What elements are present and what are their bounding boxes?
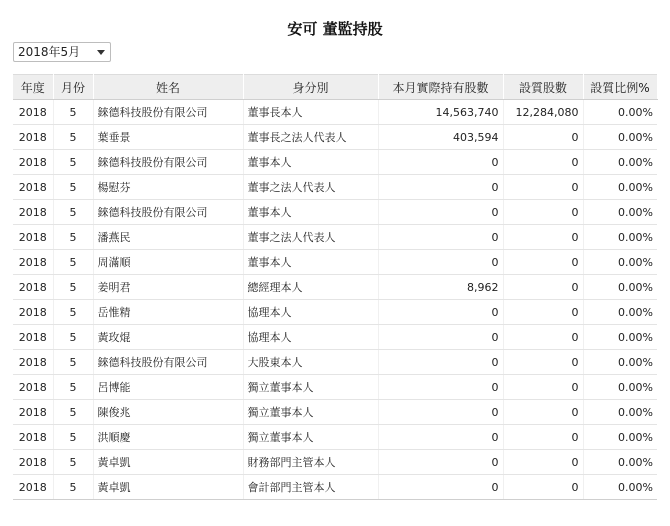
identity-cell: 總經理本人	[243, 275, 378, 300]
year-cell: 2018	[13, 475, 53, 500]
identity-cell: 董事本人	[243, 200, 378, 225]
name-cell: 錸德科技股份有限公司	[93, 200, 243, 225]
name-cell: 黃卓凱	[93, 475, 243, 500]
pledged-shares-cell: 0	[503, 225, 583, 250]
month-cell: 5	[53, 475, 93, 500]
year-cell: 2018	[13, 200, 53, 225]
shares-held-cell: 0	[378, 425, 503, 450]
pledged-shares-cell: 0	[503, 200, 583, 225]
name-cell: 潘燕民	[93, 225, 243, 250]
pledged-shares-cell: 0	[503, 350, 583, 375]
pledged-shares-cell: 0	[503, 150, 583, 175]
pledged-shares-cell: 0	[503, 275, 583, 300]
pledge-ratio-cell: 0.00%	[583, 225, 657, 250]
name-cell: 黃卓凱	[93, 450, 243, 475]
year-cell: 2018	[13, 275, 53, 300]
table-row	[13, 425, 657, 450]
year-cell: 2018	[13, 250, 53, 275]
period-select[interactable]	[13, 42, 111, 62]
pledge-ratio-cell: 0.00%	[583, 275, 657, 300]
month-cell: 5	[53, 250, 93, 275]
table-row	[13, 250, 657, 275]
shares-held-cell: 0	[378, 475, 503, 500]
table-row	[13, 175, 657, 200]
identity-cell: 協理本人	[243, 300, 378, 325]
month-cell: 5	[53, 425, 93, 450]
column-header-month: 月份	[53, 75, 93, 100]
table-row	[13, 200, 657, 225]
pledge-ratio-cell: 0.00%	[583, 350, 657, 375]
name-cell: 姜明君	[93, 275, 243, 300]
table-row	[13, 150, 657, 175]
name-cell: 葉垂景	[93, 125, 243, 150]
pledge-ratio-cell: 0.00%	[583, 300, 657, 325]
shares-held-cell: 0	[378, 150, 503, 175]
table-row	[13, 400, 657, 425]
table-row	[13, 325, 657, 350]
name-cell: 呂博能	[93, 375, 243, 400]
year-cell: 2018	[13, 375, 53, 400]
identity-cell: 董事長本人	[243, 100, 378, 125]
shares-held-cell: 0	[378, 300, 503, 325]
pledge-ratio-cell: 0.00%	[583, 475, 657, 500]
shares-held-cell: 0	[378, 450, 503, 475]
table-row	[13, 350, 657, 375]
table-row	[13, 100, 657, 125]
pledged-shares-cell: 0	[503, 425, 583, 450]
column-header-year: 年度	[13, 75, 53, 100]
month-cell: 5	[53, 200, 93, 225]
year-cell: 2018	[13, 325, 53, 350]
shares-held-cell: 0	[378, 350, 503, 375]
table-row	[13, 375, 657, 400]
shares-held-cell: 8,962	[378, 275, 503, 300]
name-cell: 楊慰芬	[93, 175, 243, 200]
shares-held-cell: 14,563,740	[378, 100, 503, 125]
year-cell: 2018	[13, 350, 53, 375]
pledged-shares-cell: 0	[503, 250, 583, 275]
column-header-shares-held: 本月實際持有股數	[378, 75, 503, 100]
year-cell: 2018	[13, 425, 53, 450]
name-cell: 洪順慶	[93, 425, 243, 450]
identity-cell: 董事本人	[243, 150, 378, 175]
pledged-shares-cell: 12,284,080	[503, 100, 583, 125]
identity-cell: 財務部門主管本人	[243, 450, 378, 475]
identity-cell: 協理本人	[243, 325, 378, 350]
month-cell: 5	[53, 400, 93, 425]
year-cell: 2018	[13, 225, 53, 250]
pledge-ratio-cell: 0.00%	[583, 250, 657, 275]
month-cell: 5	[53, 225, 93, 250]
month-cell: 5	[53, 325, 93, 350]
pledged-shares-cell: 0	[503, 400, 583, 425]
year-cell: 2018	[13, 400, 53, 425]
shares-held-cell: 0	[378, 375, 503, 400]
period-select-value: 2018年5月	[18, 45, 81, 59]
column-header-name: 姓名	[93, 75, 243, 100]
identity-cell: 董事之法人代表人	[243, 225, 378, 250]
identity-cell: 董事之法人代表人	[243, 175, 378, 200]
column-header-pledge-ratio: 設質比例%	[583, 75, 657, 100]
table-row	[13, 475, 657, 500]
month-cell: 5	[53, 375, 93, 400]
month-cell: 5	[53, 275, 93, 300]
table-row	[13, 225, 657, 250]
identity-cell: 大股東本人	[243, 350, 378, 375]
pledge-ratio-cell: 0.00%	[583, 125, 657, 150]
shares-held-cell: 403,594	[378, 125, 503, 150]
pledge-ratio-cell: 0.00%	[583, 450, 657, 475]
pledge-ratio-cell: 0.00%	[583, 325, 657, 350]
identity-cell: 獨立董事本人	[243, 425, 378, 450]
shares-held-cell: 0	[378, 325, 503, 350]
name-cell: 錸德科技股份有限公司	[93, 350, 243, 375]
page-title: 安可 董監持股	[287, 20, 383, 38]
pledge-ratio-cell: 0.00%	[583, 100, 657, 125]
pledge-ratio-cell: 0.00%	[583, 175, 657, 200]
month-cell: 5	[53, 175, 93, 200]
pledged-shares-cell: 0	[503, 450, 583, 475]
month-cell: 5	[53, 350, 93, 375]
shares-held-cell: 0	[378, 225, 503, 250]
column-header-pledged-shares: 設質股數	[503, 75, 583, 100]
year-cell: 2018	[13, 100, 53, 125]
pledged-shares-cell: 0	[503, 325, 583, 350]
table-header-row	[13, 75, 657, 100]
year-cell: 2018	[13, 450, 53, 475]
pledged-shares-cell: 0	[503, 300, 583, 325]
table-row	[13, 125, 657, 150]
month-cell: 5	[53, 450, 93, 475]
table-row	[13, 300, 657, 325]
identity-cell: 獨立董事本人	[243, 400, 378, 425]
name-cell: 錸德科技股份有限公司	[93, 150, 243, 175]
table-row	[13, 275, 657, 300]
identity-cell: 獨立董事本人	[243, 375, 378, 400]
year-cell: 2018	[13, 125, 53, 150]
name-cell: 岳惟精	[93, 300, 243, 325]
pledge-ratio-cell: 0.00%	[583, 425, 657, 450]
year-cell: 2018	[13, 175, 53, 200]
shares-held-cell: 0	[378, 175, 503, 200]
name-cell: 周滿順	[93, 250, 243, 275]
column-header-identity: 身分別	[243, 75, 378, 100]
pledge-ratio-cell: 0.00%	[583, 375, 657, 400]
month-cell: 5	[53, 300, 93, 325]
year-cell: 2018	[13, 300, 53, 325]
chevron-down-icon	[97, 50, 105, 55]
name-cell: 黃玫焜	[93, 325, 243, 350]
pledge-ratio-cell: 0.00%	[583, 200, 657, 225]
pledged-shares-cell: 0	[503, 175, 583, 200]
pledged-shares-cell: 0	[503, 475, 583, 500]
pledge-ratio-cell: 0.00%	[583, 150, 657, 175]
month-cell: 5	[53, 125, 93, 150]
shares-held-cell: 0	[378, 200, 503, 225]
month-cell: 5	[53, 100, 93, 125]
shares-held-cell: 0	[378, 400, 503, 425]
pledged-shares-cell: 0	[503, 375, 583, 400]
pledged-shares-cell: 0	[503, 125, 583, 150]
month-cell: 5	[53, 150, 93, 175]
identity-cell: 董事長之法人代表人	[243, 125, 378, 150]
identity-cell: 會計部門主管本人	[243, 475, 378, 500]
name-cell: 錸德科技股份有限公司	[93, 100, 243, 125]
name-cell: 陳俊兆	[93, 400, 243, 425]
year-cell: 2018	[13, 150, 53, 175]
shares-held-cell: 0	[378, 250, 503, 275]
identity-cell: 董事本人	[243, 250, 378, 275]
table-row	[13, 450, 657, 475]
pledge-ratio-cell: 0.00%	[583, 400, 657, 425]
holdings-table	[13, 74, 658, 500]
